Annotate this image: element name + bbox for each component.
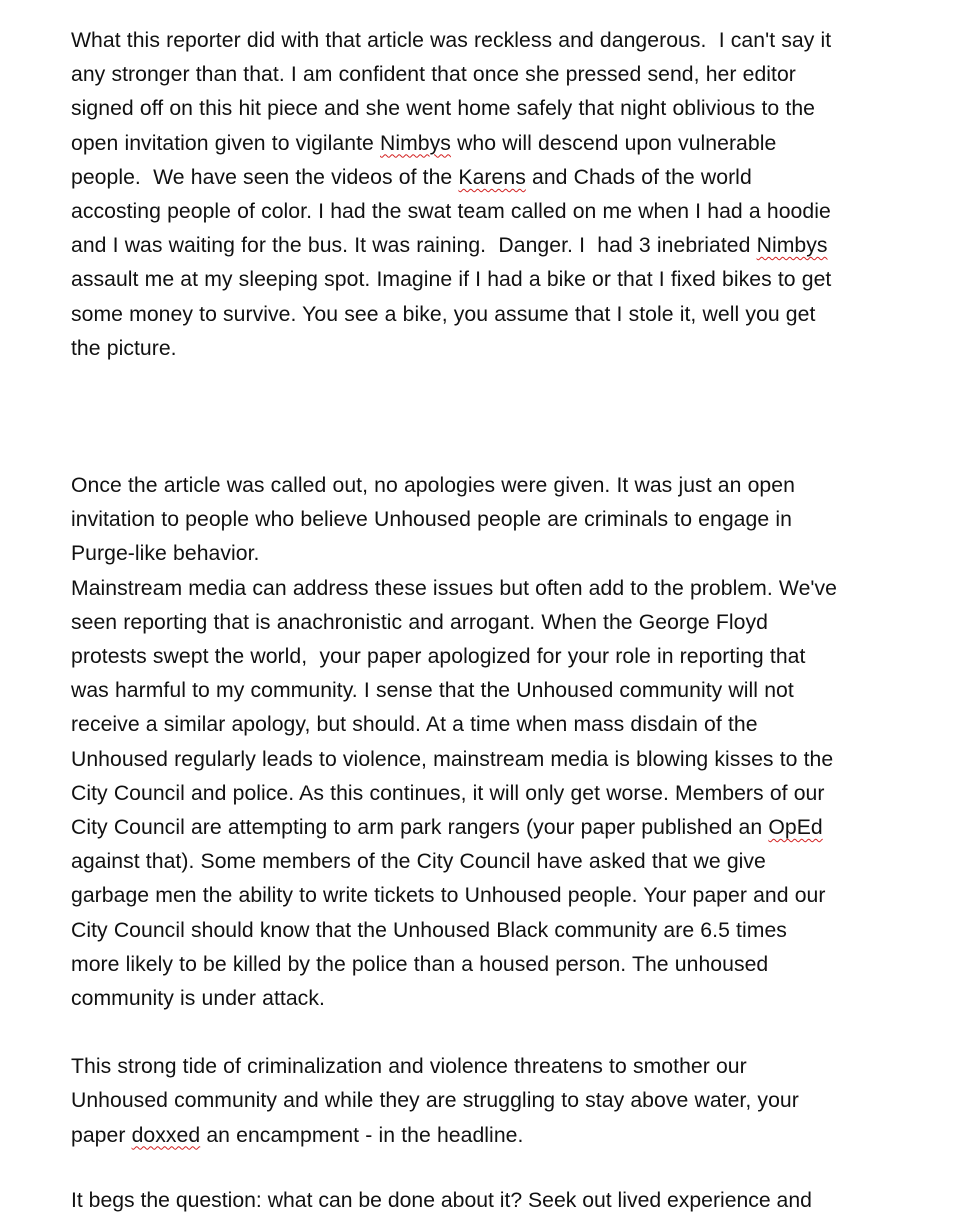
paragraph-3 (71, 572, 901, 1017)
text-line: some money to survive. You see a bike, you assume that I stole it, well you get (71, 302, 816, 326)
text-line: This strong tide of criminalization and violence threatens to smother our (71, 1055, 747, 1079)
text-line: against that). Some members of the City Council have asked that we give (71, 850, 766, 874)
text-line: Mainstream media can address these issues but often add to the problem. We've (71, 576, 837, 600)
text-line: Once the article was called out, no apologies were given. It was just an open (71, 474, 795, 498)
text-line: any stronger than that. I am confident that once she pressed send, her editor (71, 63, 796, 87)
text-line: City Council are attempting to arm park rangers (your paper published an OpEd (71, 816, 823, 840)
document-body (71, 24, 901, 1153)
spellcheck-flagged-word[interactable]: Karens (458, 165, 526, 189)
text-line: more likely to be killed by the police than a housed person. The unhoused (71, 952, 769, 976)
cut-off-text-line: It begs the question: what can be done about it? Seek out lived experience and (71, 1189, 812, 1212)
text-line: Unhoused community and while they are struggling to stay above water, your (71, 1089, 799, 1113)
text-line: invitation to people who believe Unhoused people are criminals to engage in (71, 508, 792, 532)
text-line: open invitation given to vigilante Nimbys who will descend upon vulnerable (71, 131, 777, 155)
text-line: people. We have seen the videos of the Karens and Chads of the world (71, 165, 752, 189)
text-line: community is under attack. (71, 987, 325, 1011)
text-line: receive a similar apology, but should. At a time when mass disdain of the (71, 713, 758, 737)
paragraph-4 (71, 1050, 901, 1153)
text-line: What this reporter did with that article was reckless and dangerous. I can't say it (71, 29, 832, 52)
text-line: Purge-like behavior. (71, 542, 260, 566)
text-line: seen reporting that is anachronistic and arrogant. When the George Floyd (71, 610, 768, 634)
text-line: Unhoused regularly leads to violence, mainstream media is blowing kisses to the (71, 747, 834, 771)
text-line: paper doxxed an encampment - in the headline. (71, 1123, 524, 1147)
text-line: signed off on this hit piece and she went home safely that night oblivious to the (71, 97, 815, 121)
spellcheck-flagged-word[interactable]: doxxed (131, 1123, 201, 1147)
spellcheck-flagged-word[interactable]: OpEd (768, 816, 823, 840)
text-line: City Council and police. As this continues, it will only get worse. Members of our (71, 781, 825, 805)
spellcheck-flagged-word[interactable]: Nimbys (756, 234, 828, 258)
spellcheck-flagged-word[interactable]: Nimbys (380, 131, 451, 155)
text-line: assault me at my sleeping spot. Imagine if I had a bike or that I fixed bikes to get (71, 268, 832, 292)
text-line: City Council should know that the Unhoused Black community are 6.5 times (71, 918, 787, 942)
text-line: garbage men the ability to write tickets to Unhoused people. Your paper and our (71, 884, 826, 908)
text-line: the picture. (71, 336, 177, 360)
text-line: and I was waiting for the bus. It was raining. Danger. I had 3 inebriated Nimbys (71, 234, 828, 258)
paragraph-1 (71, 24, 901, 366)
text-line: protests swept the world, your paper apologized for your role in reporting that (71, 645, 806, 669)
text-line: accosting people of color. I had the swat team called on me when I had a hoodie (71, 200, 831, 224)
blank-space (71, 366, 901, 469)
blank-line (71, 1016, 901, 1050)
paragraph-2 (71, 469, 901, 572)
text-line: was harmful to my community. I sense that the Unhoused community will not (71, 679, 794, 703)
